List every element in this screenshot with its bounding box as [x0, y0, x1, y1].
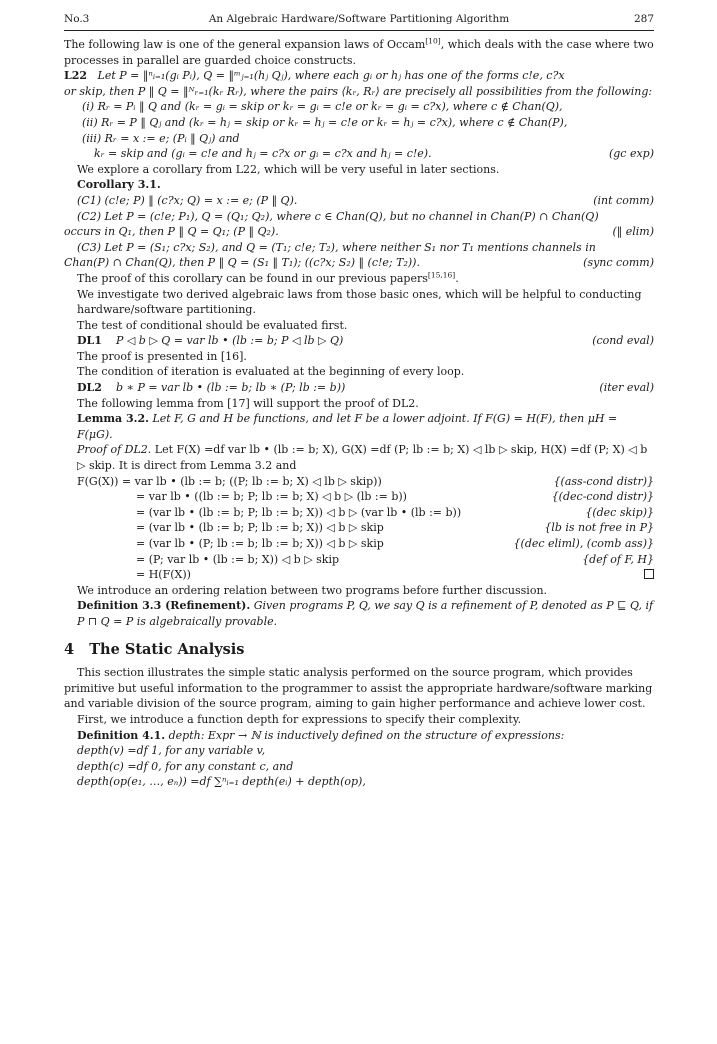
citation: [15,16]: [427, 270, 456, 280]
depth-intro: First, we introduce a function depth for expressions to specify their complexity.: [77, 712, 522, 726]
case-i: (i) Rᵣ = Pᵢ ‖ Q and (kᵣ = gᵢ = skip or kᵣ = gᵢ = c!e or kᵣ = gᵢ = c?x), where c ∉ Chan(Q),: [82, 100, 563, 114]
section-paragraph: This section illustrates the simple static analysis performed on the source program, which provides primitive but useful information to the programmer to assist the appropriate hardware/software marking and variable division of the source program, aiming to gain higher performance and achieve lower cost.: [64, 666, 653, 711]
conditional-text: The test of conditional should be evaluated first.: [77, 318, 348, 332]
definition-4-1: Definition 4.1. depth: Expr → ℕ is inductively defined on the structure of expressions: depth(v) =df 1, for any variable v, depth(c) =df 0, for any constant c, and depth(op(e₁, …, eₙ)) =df ∑ⁿᵢ₌₁ depth(eᵢ) + depth(op),: [64, 728, 654, 790]
depth-operator: depth(op(e₁, …, eₙ)) =df ∑ⁿᵢ₌₁ depth(eᵢ) + depth(op),: [77, 775, 366, 789]
corollary-c3: (C3) Let P = (S₁; c?x; S₂), and Q = (T₁; c!e; T₂), where neither S₁ nor T₁ mentions channels in: [77, 240, 596, 254]
derivation-step: = (var lb • (P; lb := b; lb := b; X)) ◁ b ▷ skip {(dec eliml), (comb ass)}: [136, 537, 654, 550]
iteration-text: The condition of iteration is evaluated at the beginning of every loop.: [77, 365, 465, 379]
section-number: 4: [64, 640, 75, 658]
journal-issue: No.3: [64, 13, 90, 25]
citation: [10]: [425, 36, 441, 46]
corollary-3-1: Corollary 3.1. (C1) (c!e; P) ‖ (c?x; Q) = x := e; (P ‖ Q). (int comm) (C2) Let P = (c!e; P₁), Q = (Q₁; Q₂), where c ∈ Chan(Q), but no channel in Chan(P) ∩ Chan(Q) occurs in Q₁, then P ‖ Q = Q₁; (P ‖ Q₂). (‖ elim) (C3) Let P = (S₁; c?x; S₂), and Q = (T₁; c!e; T₂), where neither S₁ nor T₁ mentions channels in Chan(P) ∩ Chan(Q), then P ‖ Q = (S₁ ‖ T₁); ((c?x; S₂) ‖ (c!e; T₂)). (sync comm): [64, 178, 654, 270]
derivation-step: = (var lb • (lb := b; P; lb := b; X)) ◁ b ▷ (var lb • (lb := b)) {(dec skip)}: [136, 505, 654, 519]
depth-variable: depth(v) =df 1, for any variable v,: [77, 744, 266, 758]
qed-box-icon: [644, 569, 654, 579]
derivation-step: = H(F(X)): [64, 567, 654, 583]
running-header: [64, 12, 654, 40]
dl1-proof: The proof is presented in [16].: [77, 349, 247, 363]
lemma-intro: The following lemma from [17] will support the proof of DL2.: [77, 396, 419, 410]
derivation-step: = var lb • ((lb := b; P; lb := b; X) ◁ b ▷ (lb := b)) {(dec-cond distr)}: [136, 490, 654, 504]
derived-laws-intro: We investigate two derived algebraic laws from those basic ones, which will be helpful to conducting hardware/software partitioning.: [77, 287, 642, 317]
corollary-label: Corollary 3.1.: [77, 178, 161, 192]
derivation-step: = (P; var lb • (lb := b; X)) ◁ b ▷ skip {def of F, H}: [136, 552, 654, 566]
lemma-3-2: Lemma 3.2. Let F, G and H be functions, and let F be a lower adjoint. If F(G) = H(F), then μH = F(μG).: [77, 412, 618, 441]
depth-constant: depth(c) =df 0, for any constant c, and: [77, 759, 294, 773]
section-title: The Static Analysis: [89, 640, 245, 658]
case-iii-cont: kᵣ = skip and (gᵢ = c!e and hⱼ = c?x or gᵢ = c?x and hⱼ = c!e).: [94, 147, 432, 161]
proof-dl2: Proof of DL2. Let F(X) =df var lb • (lb := b; X), G(X) =df (P; lb := b; X) ◁ lb ▷ skip, H(X) =df (P; X) ◁ b ▷ skip. It is direct from Lemma 3.2 and: [77, 443, 648, 473]
proof-reference: The proof of this corollary can be found in our previous papers[15,16].: [77, 270, 459, 285]
law-l22: L22 Let P = ‖ⁿᵢ₌₁(gᵢ Pᵢ), Q = ‖ᵐⱼ₌₁(hⱼ Qⱼ), where each gᵢ or hⱼ has one of the forms c!e, c?x or skip, then P ‖ Q = ‖ᴺᵣ₌₁(kᵣ Rᵣ), where the pairs ⟨kᵣ, Rᵣ⟩ are precisely all possibilities from the following: (i) Rᵣ = Pᵢ ‖ Q and (kᵣ = gᵢ = skip or kᵣ = gᵢ = c!e or kᵣ = gᵢ = c?x), where c ∉ Chan(Q), (ii) Rᵣ = P ‖ Qⱼ and (kᵣ = hⱼ = skip or kᵣ = hⱼ = c!e or kᵣ = hⱼ = c?x), where c ∉ Chan(P), (iii) Rᵣ = x := e; (Pᵢ ‖ Qⱼ) and kᵣ = skip and (gᵢ = c!e and hⱼ = c?x or gᵢ = c?x and hⱼ = c!e). (gc exp): [64, 69, 654, 161]
definition-3-3: Definition 3.3 (Refinement). Given programs P, Q, we say Q is a refinement of P, denoted as P ⊑ Q, if P ⊓ Q = P is algebraically provable.: [77, 599, 654, 628]
corollary-intro: We explore a corollary from L22, which will be very useful in later sections.: [77, 162, 500, 176]
corollary-c1: (C1) (c!e; P) ‖ (c?x; Q) = x := e; (P ‖ Q).: [77, 193, 298, 207]
law-label: L22: [64, 69, 88, 83]
case-ii: (ii) Rᵣ = P ‖ Qⱼ and (kᵣ = hⱼ = skip or kᵣ = hⱼ = c!e or kᵣ = hⱼ = c?x), where c ∉ Chan(P),: [82, 115, 568, 129]
law-tag: (gc exp): [608, 147, 654, 161]
section-heading: [64, 642, 654, 658]
ordering-intro: We introduce an ordering relation between two programs before further discussion.: [77, 583, 548, 597]
paper-page: [64, 12, 654, 790]
law-dl2: DL2 b ∗ P = var lb • (lb := b; lb ∗ (P; lb := b)) (iter eval): [77, 381, 654, 395]
law-dl1: DL1 P ◁ b ▷ Q = var lb • (lb := b; P ◁ lb ▷ Q) (cond eval): [77, 334, 654, 348]
case-iii: (iii) Rᵣ = x := e; (Pᵢ ‖ Qⱼ) and: [82, 131, 240, 145]
intro-paragraph: The following law is one of the general expansion laws of Occam[10], which deals with the case where two processes in parallel are guarded choice constructs.: [64, 36, 654, 67]
corollary-c2: (C2) Let P = (c!e; P₁), Q = (Q₁; Q₂), where c ∈ Chan(Q), but no channel in Chan(P) ∩ Chan(Q): [77, 209, 599, 223]
running-title: An Algebraic Hardware/Software Partitioning Algorithm: [208, 13, 510, 25]
derivation: [64, 474, 654, 583]
derivation-step: F(G(X)) = var lb • (lb := b; ((P; lb := b; X) ◁ lb ▷ skip)) {(ass-cond distr)}: [77, 474, 654, 488]
derivation-step: = (var lb • (lb := b; P; lb := b; X)) ◁ b ▷ skip {lb is not free in P}: [136, 521, 654, 535]
page-number: 287: [633, 13, 654, 25]
